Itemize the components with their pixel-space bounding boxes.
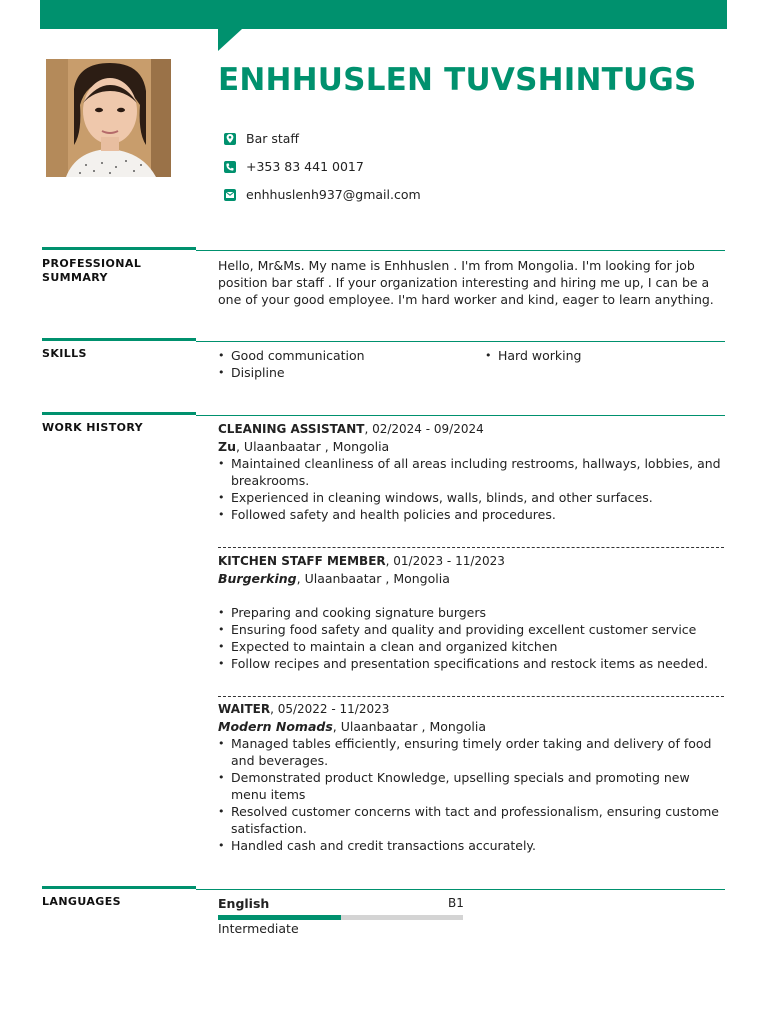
- contact-email[interactable]: [224, 187, 421, 202]
- job-duty: • Handled cash and credit transactions accurately.: [218, 837, 724, 854]
- job-separator: [218, 547, 724, 548]
- job-duty: • Experienced in cleaning windows, walls, blinds, and other surfaces.: [218, 489, 724, 506]
- job-company: Modern Nomads: [218, 719, 333, 734]
- job-dates: , 01/2023 - 11/2023: [385, 554, 505, 568]
- job-entry-kitchen-staff: [218, 553, 724, 672]
- contact-phone: [224, 159, 364, 174]
- summary-text: Hello, Mr&Ms. My name is Enhhuslen . I'm from Mongolia. I'm looking for job position bar staff . If your organization interesting and hiring me up, I can be a one of your good employee. I'm hard worker and kind, eager to learn anything.: [218, 258, 714, 307]
- job-company: Zu: [218, 439, 236, 454]
- section-divider: [196, 889, 725, 890]
- job-duty: • Resolved customer concerns with tact and professionalism, ensuring custome satisfaction.: [218, 803, 724, 837]
- section-title-skills: SKILLS: [42, 347, 87, 360]
- job-duties: [218, 604, 724, 672]
- job-duty: • Follow recipes and presentation specifications and restock items as needed.: [218, 655, 724, 672]
- language-name: English: [218, 896, 270, 911]
- section-divider: [196, 341, 725, 342]
- phone-icon: [224, 161, 236, 173]
- job-entry-waiter: [218, 701, 724, 854]
- job-duty: • Ensuring food safety and quality and providing excellent customer service: [218, 621, 724, 638]
- section-divider: [196, 250, 725, 251]
- contact-email-text[interactable]: enhhuslenh937@gmail.com: [246, 187, 421, 202]
- job-duties: [218, 735, 724, 854]
- job-title: CLEANING ASSISTANT: [218, 422, 365, 436]
- skills-list-col2: [485, 347, 715, 364]
- envelope-icon: [224, 189, 236, 201]
- location-pin-icon: [224, 133, 236, 145]
- language-proficiency-bar: [218, 915, 463, 920]
- job-duty: • Followed safety and health policies and procedures.: [218, 506, 724, 523]
- section-divider-accent: [42, 338, 196, 341]
- skill-item: • Hard working: [485, 347, 715, 364]
- skill-item: • Good communication: [218, 347, 478, 364]
- section-title-languages: LANGUAGES: [42, 895, 121, 908]
- contact-role-text: Bar staff: [246, 131, 300, 146]
- candidate-name: ENHHUSLEN TUVSHINTUGS: [218, 62, 697, 98]
- job-duty: • Maintained cleanliness of all areas including restrooms, hallways, lobbies, and breakrooms.: [218, 455, 724, 489]
- section-title-work-history: WORK HISTORY: [42, 421, 144, 434]
- language-level: B1: [448, 896, 464, 910]
- job-duty: • Preparing and cooking signature burgers: [218, 604, 724, 621]
- job-title-line: [218, 701, 724, 718]
- skills-list-col1: [218, 347, 478, 381]
- contact-role: [224, 131, 299, 146]
- section-divider: [196, 415, 725, 416]
- job-title: WAITER: [218, 702, 271, 716]
- job-title-line: [218, 553, 724, 570]
- job-company-line: [218, 438, 724, 455]
- skill-item: • Disipline: [218, 364, 478, 381]
- section-divider-accent: [42, 247, 196, 250]
- language-proficiency-fill: [218, 915, 341, 920]
- job-separator: [218, 696, 724, 697]
- section-title-summary: PROFESSIONAL SUMMARY: [42, 257, 142, 284]
- job-duty: • Expected to maintain a clean and organized kitchen: [218, 638, 724, 655]
- language-description: Intermediate: [218, 921, 299, 936]
- job-duty: • Managed tables efficiently, ensuring timely order taking and delivery of food and beverages.: [218, 735, 724, 769]
- section-divider-accent: [42, 412, 196, 415]
- job-company: Burgerking: [218, 571, 297, 586]
- section-divider-accent: [42, 886, 196, 889]
- profile-photo: [46, 59, 171, 177]
- job-duty: • Demonstrated product Knowledge, upselling specials and promoting new menu items: [218, 769, 724, 803]
- job-entry-cleaning-assistant: [218, 421, 724, 523]
- header-bar-notch: [218, 29, 242, 51]
- job-title: KITCHEN STAFF MEMBER: [218, 554, 386, 568]
- job-company-line: [218, 570, 724, 587]
- job-dates: , 02/2024 - 09/2024: [364, 422, 484, 436]
- job-location: , Ulaanbaatar , Mongolia: [332, 719, 486, 734]
- job-title-line: [218, 421, 724, 438]
- job-location: , Ulaanbaatar , Mongolia: [296, 571, 450, 586]
- job-duties: [218, 455, 724, 523]
- job-company-line: [218, 718, 724, 735]
- job-dates: , 05/2022 - 11/2023: [270, 702, 390, 716]
- job-location: , Ulaanbaatar , Mongolia: [235, 439, 390, 454]
- contact-phone-text: +353 83 441 0017: [246, 159, 364, 174]
- header-bar: [40, 0, 727, 29]
